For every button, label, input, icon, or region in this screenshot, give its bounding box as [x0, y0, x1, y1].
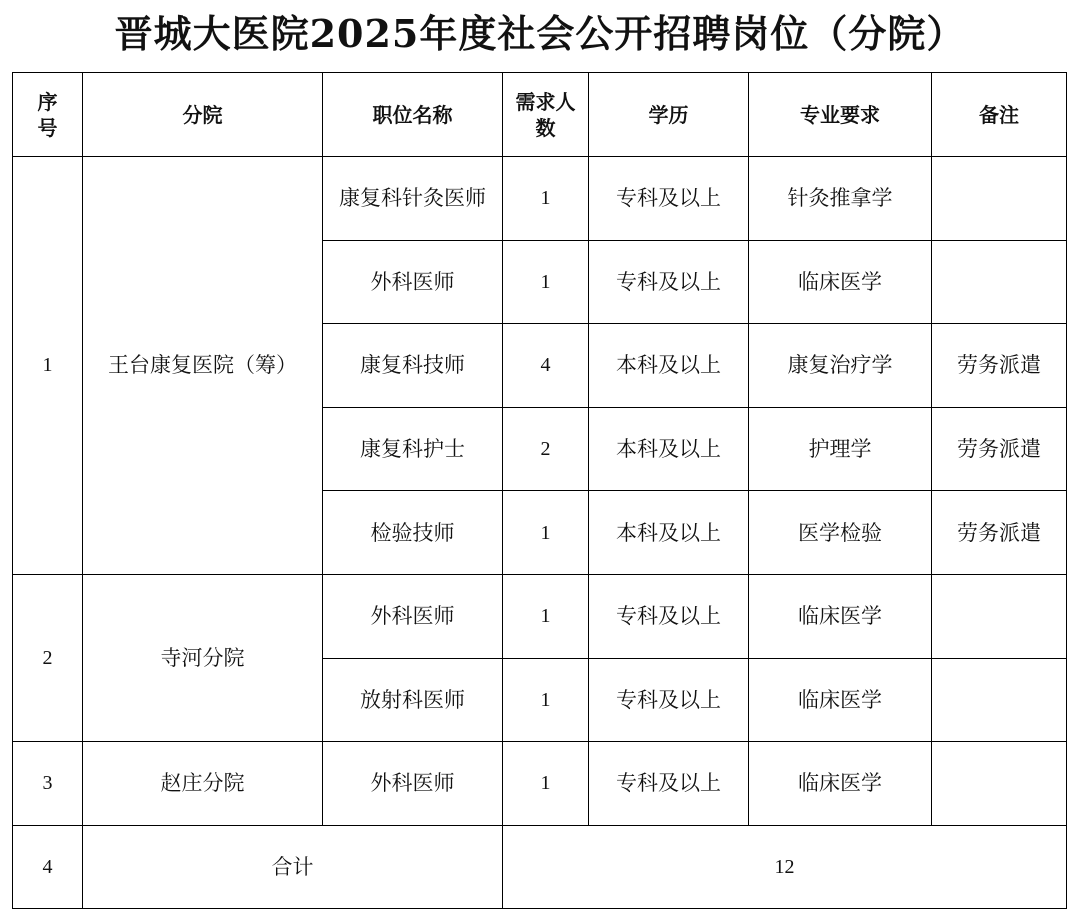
cell-position: 康复科护士 [323, 407, 503, 491]
cell-education: 本科及以上 [589, 491, 749, 575]
total-row [13, 825, 1067, 909]
cell-position: 康复科针灸医师 [323, 157, 503, 241]
cell-note: 劳务派遣 [932, 491, 1067, 575]
cell-education: 本科及以上 [589, 324, 749, 408]
header-seq: 序号 [13, 73, 83, 157]
cell-count: 4 [503, 324, 589, 408]
cell-count: 1 [503, 742, 589, 826]
header-count: 需求人数 [503, 73, 589, 157]
cell-note: 劳务派遣 [932, 324, 1067, 408]
cell-education: 专科及以上 [589, 574, 749, 658]
cell-major: 针灸推拿学 [749, 157, 932, 241]
total-seq: 4 [13, 825, 83, 909]
cell-major: 康复治疗学 [749, 324, 932, 408]
cell-count: 1 [503, 658, 589, 742]
header-note: 备注 [932, 73, 1067, 157]
cell-seq: 3 [13, 742, 83, 826]
table-row [13, 574, 1067, 658]
cell-note [932, 658, 1067, 742]
cell-education: 本科及以上 [589, 407, 749, 491]
cell-major: 医学检验 [749, 491, 932, 575]
cell-seq: 2 [13, 574, 83, 741]
total-value: 12 [503, 825, 1067, 909]
table-row [13, 742, 1067, 826]
header-education: 学历 [589, 73, 749, 157]
cell-count: 2 [503, 407, 589, 491]
cell-major: 临床医学 [749, 658, 932, 742]
cell-education: 专科及以上 [589, 742, 749, 826]
cell-note: 劳务派遣 [932, 407, 1067, 491]
cell-count: 1 [503, 157, 589, 241]
cell-position: 外科医师 [323, 574, 503, 658]
recruitment-table [12, 72, 1067, 909]
cell-major: 临床医学 [749, 240, 932, 324]
cell-count: 1 [503, 574, 589, 658]
cell-branch: 王台康复医院（筹） [83, 157, 323, 575]
total-label: 合计 [83, 825, 503, 909]
cell-seq: 1 [13, 157, 83, 575]
cell-education: 专科及以上 [589, 658, 749, 742]
header-position: 职位名称 [323, 73, 503, 157]
cell-position: 检验技师 [323, 491, 503, 575]
cell-note [932, 574, 1067, 658]
cell-note [932, 157, 1067, 241]
cell-major: 临床医学 [749, 742, 932, 826]
cell-position: 康复科技师 [323, 324, 503, 408]
cell-branch: 赵庄分院 [83, 742, 323, 826]
cell-position: 放射科医师 [323, 658, 503, 742]
header-row [13, 73, 1067, 157]
cell-education: 专科及以上 [589, 157, 749, 241]
page-title: 晋城大医院2025年度社会公开招聘岗位（分院） [114, 11, 966, 56]
cell-major: 护理学 [749, 407, 932, 491]
header-major: 专业要求 [749, 73, 932, 157]
cell-education: 专科及以上 [589, 240, 749, 324]
cell-note [932, 742, 1067, 826]
cell-count: 1 [503, 491, 589, 575]
cell-position: 外科医师 [323, 240, 503, 324]
cell-position: 外科医师 [323, 742, 503, 826]
table-row [13, 157, 1067, 241]
cell-count: 1 [503, 240, 589, 324]
header-branch: 分院 [83, 73, 323, 157]
cell-note [932, 240, 1067, 324]
cell-major: 临床医学 [749, 574, 932, 658]
cell-branch: 寺河分院 [83, 574, 323, 741]
